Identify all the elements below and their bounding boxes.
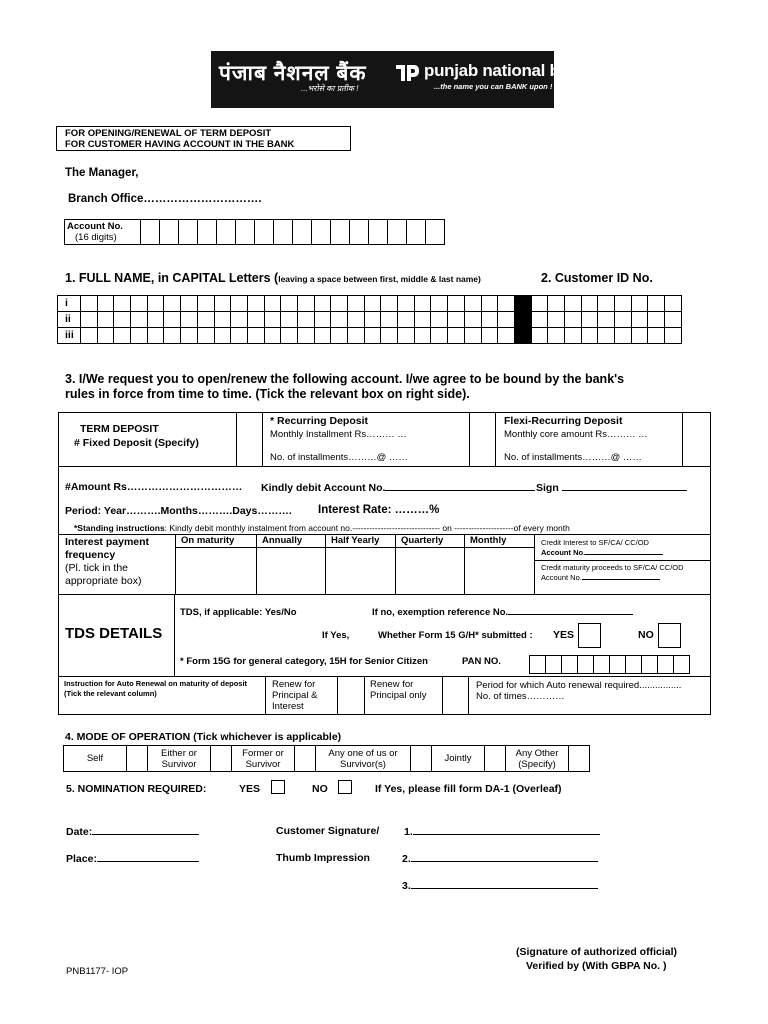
mode-option-checkbox[interactable] bbox=[410, 745, 432, 772]
letter-cell[interactable] bbox=[464, 295, 482, 312]
flexi-deposit-label: Flexi-Recurring Deposit bbox=[504, 415, 623, 427]
tds-exemption[interactable]: If no, exemption reference No. bbox=[372, 607, 633, 618]
signature-line-3[interactable]: 3. bbox=[402, 879, 598, 892]
interest-option-cell[interactable] bbox=[175, 534, 256, 595]
digit-cell[interactable] bbox=[593, 655, 610, 674]
letter-cell[interactable] bbox=[414, 295, 432, 312]
letter-cell[interactable] bbox=[347, 311, 365, 328]
letter-cell[interactable] bbox=[80, 311, 98, 328]
letter-cell[interactable] bbox=[564, 311, 582, 328]
letter-cell[interactable] bbox=[414, 327, 432, 344]
letter-cell[interactable] bbox=[447, 295, 465, 312]
tds-form-note: * Form 15G for general category, 15H for Senior Citizen bbox=[180, 656, 428, 667]
letter-cell[interactable] bbox=[397, 327, 415, 344]
account-no-cells[interactable] bbox=[141, 219, 445, 245]
letter-cell[interactable] bbox=[664, 295, 682, 312]
letter-cell[interactable] bbox=[330, 327, 348, 344]
digit-cell[interactable] bbox=[625, 655, 642, 674]
digit-cell[interactable] bbox=[609, 655, 626, 674]
letter-cell[interactable] bbox=[597, 311, 615, 328]
letter-cell[interactable] bbox=[197, 311, 215, 328]
recurring-deposit-label: * Recurring Deposit bbox=[270, 415, 369, 427]
letter-cell[interactable] bbox=[230, 327, 248, 344]
date-field[interactable]: Date: bbox=[66, 825, 199, 838]
bank-emblem-icon bbox=[394, 61, 420, 85]
auto-renewal-opt1-checkbox[interactable] bbox=[338, 676, 365, 715]
letter-cell[interactable] bbox=[130, 295, 148, 312]
flexi-count[interactable]: No. of installments………@ …… bbox=[504, 452, 642, 463]
digit-cell[interactable] bbox=[577, 655, 594, 674]
mode-option-checkbox[interactable] bbox=[126, 745, 148, 772]
digit-cell[interactable] bbox=[140, 219, 160, 245]
digit-cell[interactable] bbox=[368, 219, 388, 245]
digit-cell[interactable] bbox=[197, 219, 217, 245]
letter-cell[interactable] bbox=[247, 327, 265, 344]
account-no-label-box bbox=[64, 219, 141, 245]
digit-cell[interactable] bbox=[330, 219, 350, 245]
recurring-installment[interactable]: Monthly Installment Rs……… … bbox=[270, 429, 407, 440]
letter-cell[interactable] bbox=[414, 311, 432, 328]
letter-cell[interactable] bbox=[314, 295, 332, 312]
customer-signature-label: Customer Signature/ bbox=[276, 825, 380, 837]
letter-cell[interactable] bbox=[163, 311, 181, 328]
letter-cell[interactable] bbox=[564, 295, 582, 312]
name-row bbox=[58, 295, 682, 312]
letter-cell[interactable] bbox=[97, 311, 115, 328]
letter-cell[interactable] bbox=[180, 327, 198, 344]
period-field[interactable]: Period: Year……….Months……….Days………. bbox=[65, 505, 292, 517]
digit-cell[interactable] bbox=[529, 655, 546, 674]
letter-cell[interactable] bbox=[280, 311, 298, 328]
digit-cell[interactable] bbox=[657, 655, 674, 674]
letter-cell[interactable] bbox=[481, 311, 499, 328]
auto-renewal-opt2-checkbox[interactable] bbox=[442, 676, 469, 715]
flexi-deposit-checkbox[interactable] bbox=[682, 412, 711, 467]
term-deposit-checkbox[interactable] bbox=[236, 412, 263, 467]
letter-cell[interactable] bbox=[564, 327, 582, 344]
digit-cell[interactable] bbox=[673, 655, 690, 674]
tds-title: TDS DETAILS bbox=[65, 625, 163, 642]
letter-cell[interactable] bbox=[380, 311, 398, 328]
logo-english-name: punjab national bank bbox=[424, 61, 589, 80]
amount-field[interactable]: #Amount Rs…………………………… bbox=[65, 481, 243, 493]
letter-cell[interactable] bbox=[80, 327, 98, 344]
letter-cell[interactable] bbox=[80, 295, 98, 312]
pan-cells[interactable] bbox=[530, 655, 690, 674]
letter-cell[interactable] bbox=[464, 327, 482, 344]
digit-cell[interactable] bbox=[349, 219, 369, 245]
mode-option-checkbox[interactable] bbox=[568, 745, 590, 772]
recurring-deposit-checkbox[interactable] bbox=[469, 412, 496, 467]
separator-cell bbox=[514, 311, 532, 328]
letter-cell[interactable] bbox=[214, 327, 232, 344]
letter-cell[interactable] bbox=[647, 295, 665, 312]
interest-payment-note: (Pl. tick in the appropriate box) bbox=[65, 562, 142, 587]
letter-cell[interactable] bbox=[430, 311, 448, 328]
letter-cell[interactable] bbox=[97, 295, 115, 312]
letter-cell[interactable] bbox=[481, 327, 499, 344]
pan-label: PAN NO. bbox=[462, 656, 501, 667]
mode-heading: 4. MODE OF OPERATION (Tick whichever is applicable) bbox=[65, 731, 342, 743]
letter-cell[interactable] bbox=[113, 311, 131, 328]
digit-cell[interactable] bbox=[273, 219, 293, 245]
interest-option-label: On maturity bbox=[181, 535, 235, 546]
letter-cell[interactable] bbox=[464, 311, 482, 328]
logo-hindi-name: पंजाब नैशनल बैंक bbox=[219, 62, 367, 85]
name-row-label: i bbox=[57, 295, 81, 312]
tds-no-label: NO bbox=[638, 629, 654, 641]
digit-cell[interactable] bbox=[178, 219, 198, 245]
recurring-count[interactable]: No. of installments………@ …… bbox=[270, 452, 408, 463]
letter-cell[interactable] bbox=[647, 311, 665, 328]
account-no-label: Account No. bbox=[67, 221, 123, 232]
letter-cell[interactable] bbox=[330, 311, 348, 328]
letter-cell[interactable] bbox=[247, 311, 265, 328]
letter-cell[interactable] bbox=[380, 327, 398, 344]
digit-cell[interactable] bbox=[159, 219, 179, 245]
form-code: PNB1177- IOP bbox=[66, 966, 129, 977]
letter-cell[interactable] bbox=[497, 295, 515, 312]
full-name-note: leaving a space between first, middle & last name) bbox=[278, 274, 481, 284]
letter-cell[interactable] bbox=[180, 311, 198, 328]
auto-renewal-divider bbox=[58, 676, 711, 677]
credit-maturity-box[interactable]: Credit maturity proceeds to SF/CA/ CC/OD Account No. bbox=[541, 563, 684, 582]
mode-option-checkbox[interactable] bbox=[484, 745, 506, 772]
mode-option-label: Either or Survivor bbox=[147, 745, 211, 772]
addressee: The Manager, bbox=[65, 167, 139, 179]
letter-cell[interactable] bbox=[614, 327, 632, 344]
mode-option-checkbox[interactable] bbox=[210, 745, 232, 772]
letter-cell[interactable] bbox=[163, 295, 181, 312]
digit-cell[interactable] bbox=[292, 219, 312, 245]
interest-option-label: Annually bbox=[262, 535, 303, 546]
letter-cell[interactable] bbox=[531, 327, 549, 344]
letter-cell[interactable] bbox=[297, 327, 315, 344]
nomination-note: If Yes, please fill form DA-1 (Overleaf) bbox=[375, 783, 562, 795]
auto-renewal-opt1: Renew for Principal & Interest bbox=[272, 679, 318, 712]
letter-cell[interactable] bbox=[597, 327, 615, 344]
digit-cell[interactable] bbox=[235, 219, 255, 245]
form-title-line1: FOR OPENING/RENEWAL OF TERM DEPOSIT bbox=[65, 128, 272, 139]
digit-cell[interactable] bbox=[216, 219, 236, 245]
digit-cell[interactable] bbox=[311, 219, 331, 245]
letter-cell[interactable] bbox=[581, 327, 599, 344]
digit-cell[interactable] bbox=[561, 655, 578, 674]
mode-of-operation-row bbox=[64, 745, 590, 772]
interest-option-cell[interactable] bbox=[395, 534, 464, 595]
auto-renewal-period[interactable]: Period for which Auto renewal required................ bbox=[476, 680, 682, 691]
letter-cell[interactable] bbox=[447, 311, 465, 328]
auto-renewal-times[interactable]: No. of times………… bbox=[476, 691, 565, 702]
letter-cell[interactable] bbox=[497, 311, 515, 328]
letter-cell[interactable] bbox=[264, 327, 282, 344]
letter-cell[interactable] bbox=[547, 311, 565, 328]
nomination-no-label: NO bbox=[312, 783, 328, 795]
auto-renewal-opt2: Renew for Principal only bbox=[370, 679, 427, 701]
letter-cell[interactable] bbox=[364, 295, 382, 312]
signature-line-2[interactable]: 2. bbox=[402, 852, 598, 865]
auto-renewal-instruction: Instruction for Auto Renewal on maturity of deposit (Tick the relevant column) bbox=[64, 679, 248, 698]
letter-cell[interactable] bbox=[314, 327, 332, 344]
interest-payment-label: Interest payment frequency bbox=[65, 536, 150, 561]
letter-cell[interactable] bbox=[330, 295, 348, 312]
name-row-label: iii bbox=[57, 327, 81, 344]
letter-cell[interactable] bbox=[297, 295, 315, 312]
digit-cell[interactable] bbox=[425, 219, 445, 245]
letter-cell[interactable] bbox=[113, 295, 131, 312]
letter-cell[interactable] bbox=[547, 327, 565, 344]
letter-cell[interactable] bbox=[347, 327, 365, 344]
interest-option-cell[interactable] bbox=[256, 534, 325, 595]
letter-cell[interactable] bbox=[497, 327, 515, 344]
letter-cell[interactable] bbox=[264, 311, 282, 328]
letter-cell[interactable] bbox=[230, 311, 248, 328]
tds-yes-label: YES bbox=[553, 629, 575, 641]
digit-cell[interactable] bbox=[254, 219, 274, 245]
logo-hindi-tagline: ...भरोसे का प्रतीक ! bbox=[301, 84, 359, 93]
mode-option-label: Any one of us or Survivor(s) bbox=[315, 745, 411, 772]
letter-cell[interactable] bbox=[113, 327, 131, 344]
credit-interest-box[interactable]: Credit Interest to SF/CA/ CC/OD Account No. bbox=[541, 538, 707, 558]
digit-cell[interactable] bbox=[545, 655, 562, 674]
letter-cell[interactable] bbox=[631, 311, 649, 328]
letter-cell[interactable] bbox=[97, 327, 115, 344]
interest-option-label: Quarterly bbox=[401, 535, 444, 546]
mode-option-label: Self bbox=[63, 745, 127, 772]
nomination-heading: 5. NOMINATION REQUIRED: bbox=[66, 783, 207, 795]
letter-cell[interactable] bbox=[147, 327, 165, 344]
bank-logo bbox=[211, 51, 589, 108]
form-title-box bbox=[56, 126, 351, 151]
tds-applicable[interactable]: TDS, if applicable: Yes/No bbox=[180, 607, 297, 618]
letter-cell[interactable] bbox=[581, 311, 599, 328]
credit-divider bbox=[535, 560, 711, 561]
letter-cell[interactable] bbox=[247, 295, 265, 312]
place-field[interactable]: Place: bbox=[66, 852, 199, 865]
letter-cell[interactable] bbox=[481, 295, 499, 312]
verified-by-label: Verified by (With GBPA No. ) bbox=[526, 960, 667, 972]
letter-cell[interactable] bbox=[364, 327, 382, 344]
letter-cell[interactable] bbox=[130, 311, 148, 328]
letter-cell[interactable] bbox=[214, 295, 232, 312]
thumb-impression-label: Thumb Impression bbox=[276, 852, 370, 864]
letter-cell[interactable] bbox=[664, 311, 682, 328]
letter-cell[interactable] bbox=[430, 295, 448, 312]
branch-office[interactable]: Branch Office…………………………. bbox=[68, 193, 262, 205]
account-no-sublabel: (16 digits) bbox=[75, 232, 117, 243]
digit-cell[interactable] bbox=[406, 219, 426, 245]
letter-cell[interactable] bbox=[364, 311, 382, 328]
nomination-no-checkbox[interactable] bbox=[338, 780, 352, 794]
name-row bbox=[58, 311, 682, 328]
mode-option-label: Former or Survivor bbox=[231, 745, 295, 772]
digit-cell[interactable] bbox=[387, 219, 407, 245]
letter-cell[interactable] bbox=[180, 295, 198, 312]
letter-cell[interactable] bbox=[297, 311, 315, 328]
authorized-signature-label: (Signature of authorized official) bbox=[516, 946, 678, 958]
full-name-heading: 1. FULL NAME, in CAPITAL Letters (leaving a space between first, middle & last name) bbox=[65, 271, 481, 285]
fixed-deposit-label: # Fixed Deposit (Specify) bbox=[74, 437, 199, 449]
logo-english-tagline: ...the name you can BANK upon ! bbox=[434, 82, 553, 91]
letter-cell[interactable] bbox=[531, 311, 549, 328]
letter-cell[interactable] bbox=[147, 295, 165, 312]
mode-option-label: Any Other (Specify) bbox=[505, 745, 569, 772]
letter-cell[interactable] bbox=[614, 295, 632, 312]
interest-rate-field[interactable]: Interest Rate: ………% bbox=[318, 504, 440, 516]
mode-option-label: Jointly bbox=[431, 745, 485, 772]
separator-cell bbox=[514, 327, 532, 344]
letter-cell[interactable] bbox=[447, 327, 465, 344]
letter-cell[interactable] bbox=[197, 327, 215, 344]
letter-cell[interactable] bbox=[397, 295, 415, 312]
customer-id-heading: 2. Customer ID No. bbox=[541, 271, 653, 285]
debit-account-field[interactable]: Kindly debit Account No. bbox=[261, 481, 535, 494]
interest-option-cell[interactable] bbox=[464, 534, 535, 595]
letter-cell[interactable] bbox=[147, 311, 165, 328]
letter-cell[interactable] bbox=[581, 295, 599, 312]
letter-cell[interactable] bbox=[397, 311, 415, 328]
form-title-line2: FOR CUSTOMER HAVING ACCOUNT IN THE BANK bbox=[65, 139, 295, 150]
letter-cell[interactable] bbox=[264, 295, 282, 312]
letter-cell[interactable] bbox=[347, 295, 365, 312]
letter-cell[interactable] bbox=[430, 327, 448, 344]
sign-field[interactable]: Sign bbox=[536, 481, 687, 494]
interest-option-label: Monthly bbox=[470, 535, 507, 546]
tds-no-checkbox[interactable] bbox=[658, 623, 681, 648]
name-row-label: ii bbox=[57, 311, 81, 328]
letter-cell[interactable] bbox=[380, 295, 398, 312]
signature-line-1[interactable]: 1. bbox=[404, 825, 600, 838]
tds-form15: Whether Form 15 G/H* submitted : bbox=[378, 630, 533, 641]
letter-cell[interactable] bbox=[314, 311, 332, 328]
letter-cell[interactable] bbox=[647, 327, 665, 344]
letter-cell[interactable] bbox=[597, 295, 615, 312]
letter-cell[interactable] bbox=[631, 295, 649, 312]
tds-if-yes: If Yes, bbox=[322, 630, 350, 641]
letter-cell[interactable] bbox=[280, 327, 298, 344]
interest-option-label: Half Yearly bbox=[331, 535, 380, 546]
letter-cell[interactable] bbox=[214, 311, 232, 328]
letter-cell[interactable] bbox=[230, 295, 248, 312]
letter-cell[interactable] bbox=[197, 295, 215, 312]
nomination-yes-label: YES bbox=[239, 783, 261, 795]
term-deposit-label: TERM DEPOSIT bbox=[80, 423, 159, 435]
interest-option-cell[interactable] bbox=[325, 534, 395, 595]
mode-option-checkbox[interactable] bbox=[294, 745, 316, 772]
flexi-amount[interactable]: Monthly core amount Rs……… … bbox=[504, 429, 648, 440]
letter-cell[interactable] bbox=[547, 295, 565, 312]
letter-cell[interactable] bbox=[531, 295, 549, 312]
tds-yes-checkbox[interactable] bbox=[578, 623, 601, 648]
letter-cell[interactable] bbox=[614, 311, 632, 328]
letter-cell[interactable] bbox=[130, 327, 148, 344]
nomination-yes-checkbox[interactable] bbox=[271, 780, 285, 794]
name-row bbox=[58, 327, 682, 344]
letter-cell[interactable] bbox=[631, 327, 649, 344]
standing-instructions[interactable]: *Standing instructions: Kindly debit monthly instalment from account no.------------------------------- on ---------------------of every month bbox=[74, 523, 570, 533]
letter-cell[interactable] bbox=[163, 327, 181, 344]
separator-cell bbox=[514, 295, 532, 312]
request-text: 3. I/We request you to open/renew the following account. I/we agree to be bound by the bank's rules in force from time to time. (Tick the relevant box on right side). bbox=[65, 372, 625, 401]
digit-cell[interactable] bbox=[641, 655, 658, 674]
letter-cell[interactable] bbox=[664, 327, 682, 344]
letter-cell[interactable] bbox=[280, 295, 298, 312]
